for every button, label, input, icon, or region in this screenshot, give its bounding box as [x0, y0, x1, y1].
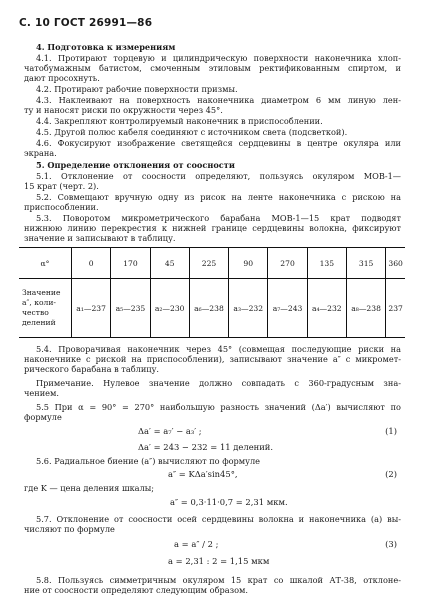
- value-cell: a₅—235: [111, 279, 150, 338]
- formula-2-number: (2): [385, 469, 397, 479]
- page-header: С. 10 ГОСТ 26991—86: [19, 17, 153, 29]
- angle-cell: 270: [268, 248, 307, 279]
- value-cell: a₇—243: [268, 279, 307, 338]
- p57-line1: 5.7. Отклонение от соосности осей сердцевины волокна и наконечника (a) вы-: [36, 514, 401, 524]
- formula-2-calc: a″ = 0,3·11·0,7 = 2,31 мкм.: [170, 497, 288, 507]
- p41-line2: чатобумажным батистом, смоченным этиловым ректификованным спиртом, и: [24, 63, 401, 73]
- p54-line1: 5.4. Проворачивая наконечник через 45° (совмещая последующие риски на: [36, 344, 401, 354]
- p44: 4.4. Закрепляют контролируемый наконечник в приспособлении.: [36, 116, 323, 126]
- p58-line2: ние от соосности определяют следующим образом.: [24, 585, 249, 595]
- p52-line2: приспособлении.: [24, 202, 99, 212]
- formula-2: a″ = KΔa′sin45°,: [168, 469, 238, 479]
- p55-line2: формуле: [24, 412, 62, 422]
- p45: 4.5. Другой полюс кабеля соединяют с источником света (подсветкой).: [36, 127, 348, 137]
- angle-cell: 315: [346, 248, 385, 279]
- p51-line1: 5.1. Отклонение от соосности определяют, пользуясь окуляром МОВ-1—: [36, 171, 401, 181]
- p41-line3: дают просохнуть.: [24, 73, 100, 83]
- value-cell: a₂—230: [150, 279, 189, 338]
- p52-line1: 5.2. Совмещают вручную одну из рисок на ленте наконечника с рискою на: [36, 192, 401, 202]
- row-label-line: чество: [22, 308, 49, 317]
- p57-line2: числяют по формуле: [24, 524, 115, 534]
- section-5-title: 5. Определение отклонения от соосности: [36, 160, 235, 170]
- p51-line2: 15 крат (черт. 2).: [24, 181, 99, 191]
- angle-cell: 0: [72, 248, 111, 279]
- formula-1: Δa′ = a₇′ − a₃′ ;: [138, 426, 202, 436]
- p53-line3: значение и записывают в таблицу.: [24, 233, 176, 243]
- value-cell: 237: [386, 279, 405, 338]
- p55-line1: 5.5 При α = 90° = 270° наибольшую разность значений (Δa′) вычисляют по: [36, 402, 401, 412]
- value-cell: a₁—237: [72, 279, 111, 338]
- formula-1-calc: Δa′ = 243 − 232 = 11 делений.: [138, 442, 274, 452]
- angle-label-cell: α°: [19, 248, 72, 279]
- p56-where: где K — цена деления шкалы;: [24, 483, 155, 493]
- value-cell: a₄—232: [307, 279, 346, 338]
- row-label-cell: [19, 279, 72, 338]
- section-4-title: 4. Подготовка к измерениям: [36, 42, 176, 52]
- angle-cell: 360: [386, 248, 405, 279]
- angle-cell: 90: [229, 248, 268, 279]
- angle-cell: 45: [150, 248, 189, 279]
- p43-line2: ту и наносят риски по окружности через 45°.: [24, 105, 223, 115]
- row-label-line: Значение: [22, 288, 61, 297]
- p53-line2: нижнюю линию перекрестия к нижней границе сердцевины волокна, фиксируют: [24, 223, 401, 233]
- p41-line1: 4.1. Протирают торцевую и цилиндрическую поверхности наконечника хлоп-: [36, 53, 401, 63]
- p46-line1: 4.6. Фокусируют изображение светящейся сердцевины в центре окуляра или: [36, 138, 401, 148]
- formula-3-calc: a = 2,31 : 2 = 1,15 мкм: [168, 556, 270, 566]
- row-label-line: a″, коли-: [22, 298, 56, 307]
- row-label-line: делений: [22, 318, 56, 327]
- angle-cell: 135: [307, 248, 346, 279]
- p54-line2: наконечнике с риской на приспособлении), записывают значение a″ с микромет-: [24, 354, 401, 364]
- note-line2: чением.: [24, 388, 59, 398]
- formula-3-number: (3): [385, 539, 397, 549]
- table-header-row: [19, 248, 405, 279]
- measurement-table: [19, 247, 405, 338]
- formula-3: a = a″ / 2 ;: [174, 539, 219, 549]
- p53-line1: 5.3. Поворотом микрометрического барабана МОВ-1—15 крат подводят: [36, 213, 401, 223]
- angle-cell: 225: [189, 248, 228, 279]
- angle-cell: 170: [111, 248, 150, 279]
- p46-line2: экрана.: [24, 148, 57, 158]
- p42: 4.2. Протирают рабочие поверхности призмы.: [36, 84, 238, 94]
- value-cell: a₃—232: [229, 279, 268, 338]
- value-cell: a₈—238: [346, 279, 385, 338]
- note-line1: Примечание. Нулевое значение должно совпадать с 360-градусным зна-: [36, 378, 401, 388]
- p58-line1: 5.8. Пользуясь симметричным окуляром 15 крат со шкалой АТ-38, отклоне-: [36, 575, 401, 585]
- value-cell: a₆—238: [189, 279, 228, 338]
- p43-line1: 4.3. Наклеивают на поверхность наконечника диаметром 6 мм линую лен-: [36, 95, 401, 105]
- p54-line3: рического барабана в таблицу.: [24, 364, 159, 374]
- formula-1-number: (1): [385, 426, 397, 436]
- p56: 5.6. Радиальное биение (a″) вычисляют по формуле: [36, 456, 261, 466]
- table-value-row: [19, 279, 405, 338]
